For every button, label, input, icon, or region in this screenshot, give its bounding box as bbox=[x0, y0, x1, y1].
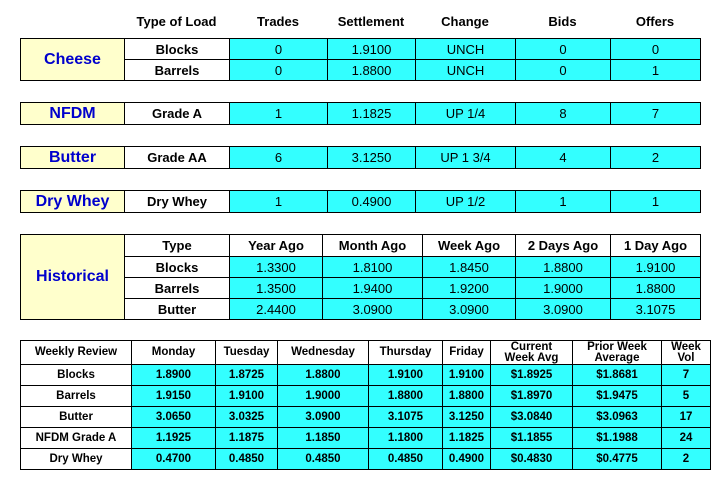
weekly-cell: 1.8800 bbox=[369, 386, 443, 407]
weekly-cell: $1.1988 bbox=[573, 428, 662, 449]
cheese-barrels-trades: 0 bbox=[230, 60, 328, 81]
historical-cell: 3.0900 bbox=[516, 299, 611, 320]
weekly-cell: $3.0840 bbox=[491, 407, 573, 428]
butter-change: UP 1 3/4 bbox=[416, 147, 516, 169]
weekly-cell: 1.8800 bbox=[278, 365, 369, 386]
weekly-cell: 3.0325 bbox=[216, 407, 278, 428]
butter-settlement: 3.1250 bbox=[328, 147, 416, 169]
weekly-header-prior-week-average bbox=[573, 341, 662, 365]
historical-table bbox=[20, 234, 701, 320]
cheese-label: Cheese bbox=[21, 39, 125, 81]
weekly-cell: 1.9100 bbox=[443, 365, 491, 386]
drywhey-label: Dry Whey bbox=[21, 191, 125, 213]
weekly-cell: 1.1850 bbox=[278, 428, 369, 449]
weekly-cell: 1.9100 bbox=[369, 365, 443, 386]
header-offers: Offers bbox=[635, 14, 675, 29]
weekly-cell: 0.4850 bbox=[216, 449, 278, 470]
weekly-header-current-week-avg bbox=[491, 341, 573, 365]
historical-header-month-ago: Month Ago bbox=[323, 235, 423, 257]
nfdm-bids: 8 bbox=[516, 103, 611, 125]
historical-cell: 3.0900 bbox=[323, 299, 423, 320]
butter-offers: 2 bbox=[611, 147, 701, 169]
weekly-cell: 0.4900 bbox=[443, 449, 491, 470]
historical-cell: 1.9100 bbox=[611, 257, 701, 278]
cheese-barrels-load: Barrels bbox=[125, 60, 230, 81]
weekly-cell: 0.4850 bbox=[369, 449, 443, 470]
weekly-cell: 0.4700 bbox=[132, 449, 216, 470]
weekly-row-label: NFDM Grade A bbox=[21, 428, 132, 449]
historical-cell: 2.4400 bbox=[230, 299, 323, 320]
butter-label: Butter bbox=[21, 147, 125, 169]
weekly-cell: 3.1250 bbox=[443, 407, 491, 428]
weekly-header-thursday: Thursday bbox=[369, 341, 443, 365]
weekly-header-wednesday: Wednesday bbox=[278, 341, 369, 365]
weekly-cell: 1.8900 bbox=[132, 365, 216, 386]
historical-row-label: Blocks bbox=[125, 257, 230, 278]
nfdm-trades: 1 bbox=[230, 103, 328, 125]
historical-cell: 1.3300 bbox=[230, 257, 323, 278]
drywhey-bids: 1 bbox=[516, 191, 611, 213]
cheese-barrels-bids: 0 bbox=[516, 60, 611, 81]
cheese-blocks-trades: 0 bbox=[230, 39, 328, 60]
weekly-cell: 3.0650 bbox=[132, 407, 216, 428]
weekly-cell: 3.0900 bbox=[278, 407, 369, 428]
header-change: Change bbox=[441, 14, 489, 29]
weekly-cell: 3.1075 bbox=[369, 407, 443, 428]
weekly-cell: $1.8925 bbox=[491, 365, 573, 386]
butter-table bbox=[20, 146, 701, 169]
historical-label: Historical bbox=[21, 235, 125, 320]
weekly-row-label: Dry Whey bbox=[21, 449, 132, 470]
historical-header-2-days-ago: 2 Days Ago bbox=[516, 235, 611, 257]
historical-header-type: Type bbox=[125, 235, 230, 257]
cheese-barrels-settlement: 1.8800 bbox=[328, 60, 416, 81]
weekly-cell: $1.8970 bbox=[491, 386, 573, 407]
historical-cell: 3.0900 bbox=[423, 299, 516, 320]
butter-trades: 6 bbox=[230, 147, 328, 169]
historical-cell: 1.9000 bbox=[516, 278, 611, 299]
historical-row-label: Butter bbox=[125, 299, 230, 320]
weekly-cell: 1.1825 bbox=[443, 428, 491, 449]
weekly-cell: 7 bbox=[662, 365, 711, 386]
weekly-cell: 17 bbox=[662, 407, 711, 428]
historical-cell: 1.9200 bbox=[423, 278, 516, 299]
drywhey-load: Dry Whey bbox=[125, 191, 230, 213]
historical-row-label: Barrels bbox=[125, 278, 230, 299]
weekly-cell: 1.9000 bbox=[278, 386, 369, 407]
weekly-cell: $0.4830 bbox=[491, 449, 573, 470]
historical-cell: 1.8800 bbox=[516, 257, 611, 278]
drywhey-offers: 1 bbox=[611, 191, 701, 213]
weekly-cell: 1.9100 bbox=[216, 386, 278, 407]
weekly-cell: 1.1800 bbox=[369, 428, 443, 449]
header-trades: Trades bbox=[257, 14, 299, 29]
drywhey-settlement: 0.4900 bbox=[328, 191, 416, 213]
drywhey-table bbox=[20, 190, 701, 213]
cheese-blocks-settlement: 1.9100 bbox=[328, 39, 416, 60]
nfdm-change: UP 1/4 bbox=[416, 103, 516, 125]
weekly-cell: $3.0963 bbox=[573, 407, 662, 428]
weekly-cell: 1.8725 bbox=[216, 365, 278, 386]
weekly-header-tuesday: Tuesday bbox=[216, 341, 278, 365]
nfdm-table bbox=[20, 102, 701, 125]
cheese-barrels-offers: 1 bbox=[611, 60, 701, 81]
weekly-header-weekly-review: Weekly Review bbox=[21, 341, 132, 365]
weekly-header-friday: Friday bbox=[443, 341, 491, 365]
historical-cell: 1.8800 bbox=[611, 278, 701, 299]
weekly-row-label: Butter bbox=[21, 407, 132, 428]
historical-header-1-day-ago: 1 Day Ago bbox=[611, 235, 701, 257]
weekly-header-prior-line1: Prior Week bbox=[587, 340, 647, 353]
cheese-barrels-change: UNCH bbox=[416, 60, 516, 81]
weekly-header-monday: Monday bbox=[132, 341, 216, 365]
weekly-header-prior-line2: Average bbox=[594, 351, 640, 364]
weekly-review-table bbox=[20, 340, 711, 470]
nfdm-offers: 7 bbox=[611, 103, 701, 125]
historical-cell: 3.1075 bbox=[611, 299, 701, 320]
header-bids: Bids bbox=[548, 14, 577, 29]
butter-load: Grade AA bbox=[125, 147, 230, 169]
historical-header-year-ago: Year Ago bbox=[230, 235, 323, 257]
historical-cell: 1.8100 bbox=[323, 257, 423, 278]
historical-header-week-ago: Week Ago bbox=[423, 235, 516, 257]
weekly-cell: 5 bbox=[662, 386, 711, 407]
weekly-header-week-vol: Week Vol bbox=[662, 341, 711, 365]
nfdm-label: NFDM bbox=[21, 103, 125, 125]
nfdm-load: Grade A bbox=[125, 103, 230, 125]
weekly-header-current-line1: Current bbox=[510, 340, 553, 353]
cheese-table bbox=[20, 38, 701, 81]
cheese-blocks-bids: 0 bbox=[516, 39, 611, 60]
weekly-cell: $0.4775 bbox=[573, 449, 662, 470]
weekly-cell: 1.8800 bbox=[443, 386, 491, 407]
weekly-row-label: Barrels bbox=[21, 386, 132, 407]
weekly-cell: $1.9475 bbox=[573, 386, 662, 407]
weekly-cell: $1.1855 bbox=[491, 428, 573, 449]
weekly-cell: 1.1875 bbox=[216, 428, 278, 449]
weekly-row-label: Blocks bbox=[21, 365, 132, 386]
weekly-cell: 1.9150 bbox=[132, 386, 216, 407]
weekly-cell: $1.8681 bbox=[573, 365, 662, 386]
cheese-blocks-change: UNCH bbox=[416, 39, 516, 60]
drywhey-trades: 1 bbox=[230, 191, 328, 213]
weekly-cell: 1.1925 bbox=[132, 428, 216, 449]
historical-cell: 1.8450 bbox=[423, 257, 516, 278]
drywhey-change: UP 1/2 bbox=[416, 191, 516, 213]
weekly-cell: 2 bbox=[662, 449, 711, 470]
cheese-blocks-offers: 0 bbox=[611, 39, 701, 60]
butter-bids: 4 bbox=[516, 147, 611, 169]
historical-cell: 1.3500 bbox=[230, 278, 323, 299]
header-settlement: Settlement bbox=[337, 14, 405, 29]
historical-cell: 1.9400 bbox=[323, 278, 423, 299]
cheese-blocks-load: Blocks bbox=[125, 39, 230, 60]
nfdm-settlement: 1.1825 bbox=[328, 103, 416, 125]
header-type-of-load: Type of Load bbox=[136, 14, 217, 29]
weekly-cell: 0.4850 bbox=[278, 449, 369, 470]
weekly-header-current-line2: Week Avg bbox=[504, 351, 559, 364]
weekly-cell: 24 bbox=[662, 428, 711, 449]
